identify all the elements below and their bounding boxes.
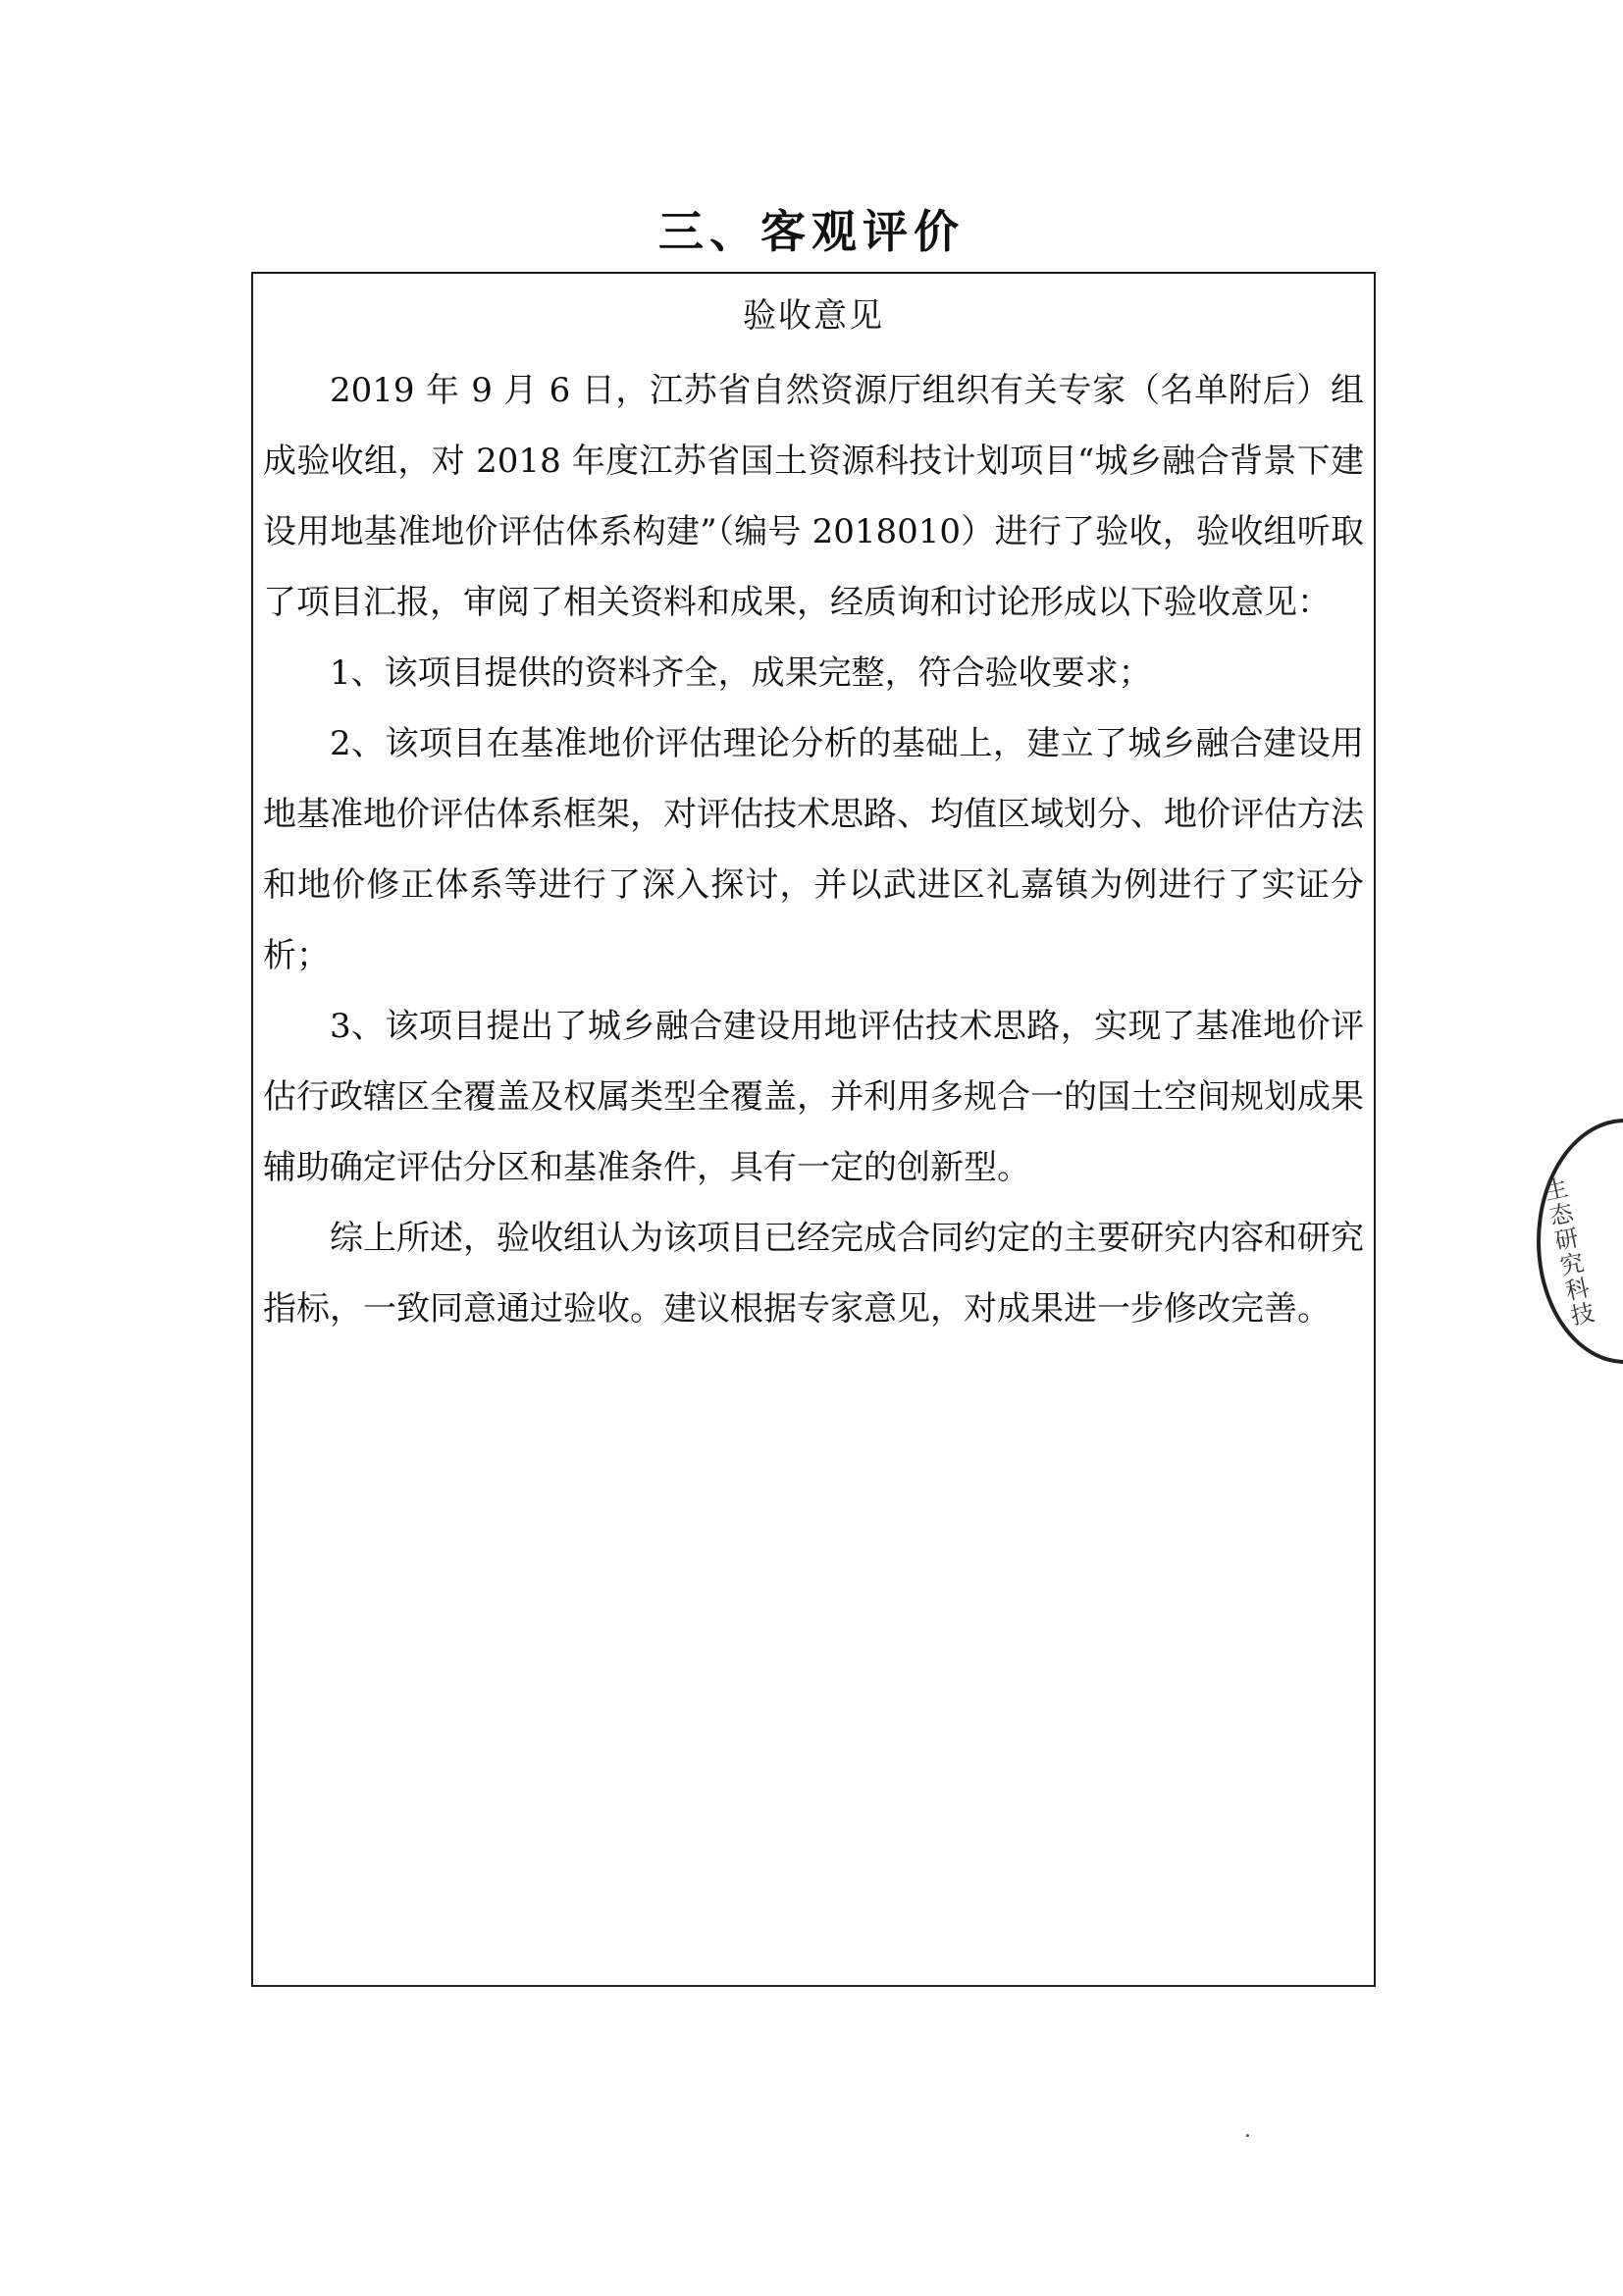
paragraph-conclusion: 综上所述，验收组认为该项目已经完成合同约定的主要研究内容和研究指标，一致同意通过验收。建议根据专家意见，对成果进一步修改完善。	[263, 1219, 1364, 1329]
section-heading: 验收意见	[743, 296, 884, 336]
paragraph-point-3: 3、该项目提出了城乡融合建设用地评估技术思路，实现了基准地价评估行政辖区全覆盖及权属类型全覆盖，并利用多规合一的国土空间规划成果辅助确定评估分区和基准条件，具有一定的创新型。	[263, 1007, 1364, 1187]
paragraph-intro: 2019 年 9 月 6 日，江苏省自然资源厅组织有关专家（名单附后）组成验收组，对 2018 年度江苏省国土资源科技计划项目“城乡融合背景下建设用地基准地价评估体系构建”（编号 2018010）进行了验收，验收组听取了项目汇报，审阅了相关资料和成果，经质询和讨论形成以下验收意见：	[263, 371, 1364, 622]
paragraph-point-1: 1、该项目提供的资料齐全，成果完整，符合验收要求；	[330, 653, 1152, 693]
seal-text: 生态研究科技	[1537, 1174, 1597, 1331]
evaluation-body	[263, 355, 1364, 1344]
page-title: 三、客观评价	[658, 205, 965, 258]
paragraph-point-2: 2、该项目在基准地价评估理论分析的基础上，建立了城乡融合建设用地基准地价评估体系框架，对评估技术思路、均值区域划分、地价评估方法和地价修正体系等进行了深入探讨，并以武进区礼嘉镇为例进行了实证分析；	[263, 724, 1364, 975]
scan-speck	[1246, 2134, 1249, 2137]
